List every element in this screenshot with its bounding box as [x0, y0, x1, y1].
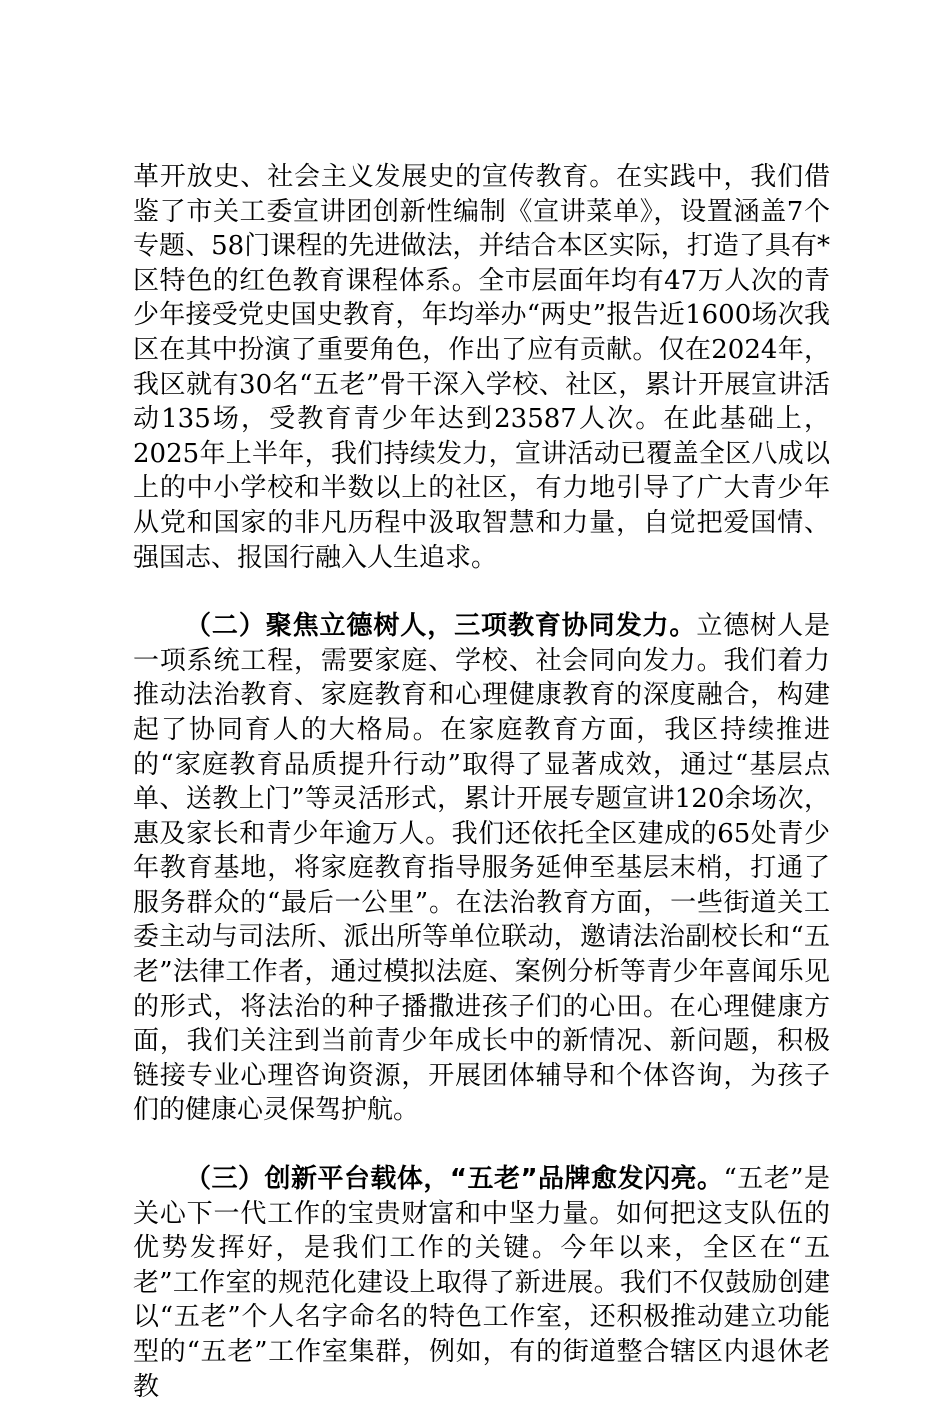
section-3-body: “五老”是关心下一代工作的宝贵财富和中坚力量。如何把这支队伍的优势发挥好，是我们工作的关键。今年以来，全区在“五老”工作室的规范化建设上取得了新进展。我们不仅鼓励创建以“五老”个人名字命名的特色工作室，还积极推动建立功能型的“五老”工作室集群，例如，有的街道整合辖区内退休老教 [133, 1164, 830, 1402]
paragraph-section-3 [133, 1162, 830, 1404]
paragraph-spacer [133, 1128, 830, 1162]
section-3-heading: （三）创新平台载体，“五老”品牌愈发闪亮。 [185, 1164, 724, 1195]
document-page [133, 160, 830, 1404]
section-2-heading: （二）聚焦立德树人，三项教育协同发力。 [185, 611, 697, 642]
paragraph-section-2 [133, 609, 830, 1128]
section-2-body: 立德树人是一项系统工程，需要家庭、学校、社会同向发力。我们着力推动法治教育、家庭教育和心理健康教育的深度融合，构建起了协同育人的大格局。在家庭教育方面，我区持续推进的“家庭教育品质提升行动”取得了显著成效，通过“基层点单、送教上门”等灵活形式，累计开展专题宣讲120余场次，惠及家长和青少年逾万人。我们还依托全区建成的65处青少年教育基地，将家庭教育指导服务延伸至基层末梢，打通了服务群众的“最后一公里”。在法治教育方面，一些街道关工委主动与司法所、派出所等单位联动，邀请法治副校长和“五老”法律工作者，通过模拟法庭、案例分析等青少年喜闻乐见的形式，将法治的种子播撒进孩子们的心田。在心理健康方面，我们关注到当前青少年成长中的新情况、新问题，积极链接专业心理咨询资源，开展团体辅导和个体咨询，为孩子们的健康心灵保驾护航。 [133, 611, 830, 1126]
paragraph-spacer [133, 575, 830, 609]
paragraph-continued: 革开放史、社会主义发展史的宣传教育。在实践中，我们借鉴了市关工委宣讲团创新性编制《宣讲菜单》，设置涵盖7个专题、58门课程的先进做法，并结合本区实际，打造了具有*区特色的红色教育课程体系。全市层面年均有47万人次的青少年接受党史国史教育，年均举办“两史”报告近1600场次我区在其中扮演了重要角色，作出了应有贡献。仅在2024年，我区就有30名“五老”骨干深入学校、社区，累计开展宣讲活动135场，受教育青少年达到23587人次。在此基础上，2025年上半年，我们持续发力，宣讲活动已覆盖全区八成以上的中小学校和半数以上的社区，有力地引导了广大青少年从党和国家的非凡历程中汲取智慧和力量，自觉把爱国情、强国志、报国行融入人生追求。 [133, 162, 830, 573]
